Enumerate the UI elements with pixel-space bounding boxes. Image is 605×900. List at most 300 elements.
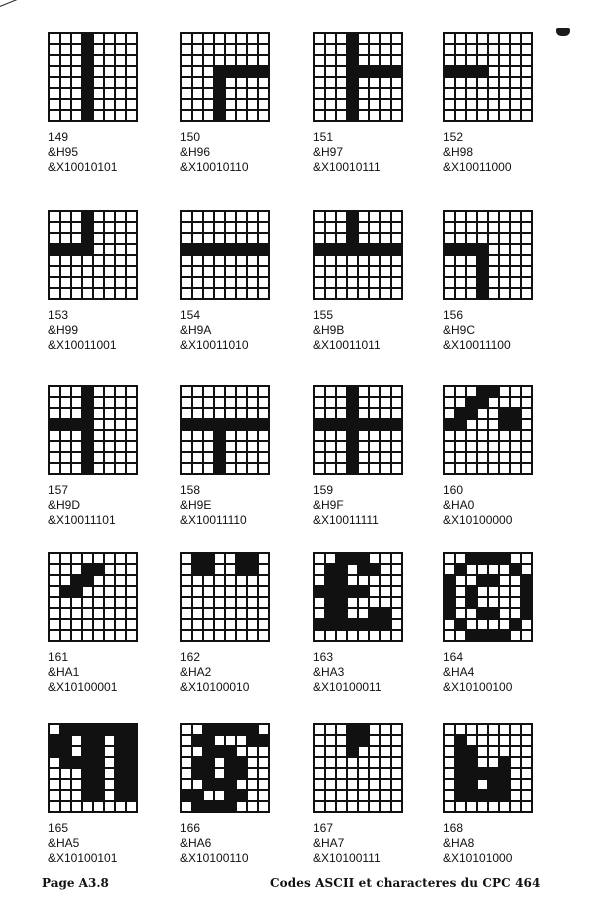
pixel: [489, 89, 498, 98]
glyph-hex-code: &HA2: [180, 665, 212, 679]
pixel: [127, 758, 136, 767]
pixel: [326, 56, 335, 65]
pixel: [259, 758, 268, 767]
pixel: [445, 587, 454, 596]
pixel: [315, 791, 324, 800]
pixel: [105, 212, 114, 221]
pixel: [315, 67, 324, 76]
pixel: [381, 554, 390, 563]
pixel: [127, 736, 136, 745]
pixel: [94, 398, 103, 407]
pixel: [359, 769, 368, 778]
pixel: [193, 576, 202, 585]
pixel: [83, 758, 92, 767]
pixel: [248, 431, 257, 440]
pixel: [315, 631, 324, 640]
pixel: [105, 289, 114, 298]
pixel: [248, 256, 257, 265]
pixel: [478, 769, 487, 778]
pixel: [215, 289, 224, 298]
pixel: [50, 802, 59, 811]
pixel: [237, 100, 246, 109]
pixel: [445, 89, 454, 98]
pixel: [337, 747, 346, 756]
glyph-binary-code: &X10011111: [313, 513, 379, 527]
pixel: [83, 56, 92, 65]
page-number: Page A3.8: [42, 876, 109, 890]
pixel: [359, 223, 368, 232]
pixel: [500, 67, 509, 76]
pixel: [337, 234, 346, 243]
pixel: [467, 256, 476, 265]
glyph-bitmap: [48, 210, 138, 300]
pixel: [116, 780, 125, 789]
glyph-binary-code: &X10100001: [48, 680, 118, 694]
pixel: [72, 223, 81, 232]
glyph-label: [48, 308, 117, 353]
glyph-binary-code: &X10100110: [180, 851, 249, 865]
glyph-label: [443, 483, 512, 528]
pixel: [326, 576, 335, 585]
pixel: [456, 565, 465, 574]
pixel: [315, 256, 324, 265]
pixel: [500, 598, 509, 607]
pixel: [83, 289, 92, 298]
pixel: [456, 398, 465, 407]
pixel: [348, 464, 357, 473]
pixel: [94, 100, 103, 109]
pixel: [61, 420, 70, 429]
pixel: [215, 212, 224, 221]
pixel: [94, 631, 103, 640]
pixel: [50, 34, 59, 43]
pixel: [127, 587, 136, 596]
pixel: [127, 234, 136, 243]
pixel: [489, 256, 498, 265]
pixel: [127, 245, 136, 254]
pixel: [370, 791, 379, 800]
pixel: [50, 631, 59, 640]
pixel: [182, 791, 191, 800]
glyph-cell-151: [313, 32, 448, 202]
pixel: [72, 736, 81, 745]
pixel: [522, 267, 531, 276]
pixel: [337, 245, 346, 254]
pixel: [348, 234, 357, 243]
pixel: [94, 620, 103, 629]
pixel: [467, 223, 476, 232]
pixel: [61, 56, 70, 65]
pixel: [204, 245, 213, 254]
pixel: [193, 442, 202, 451]
glyph-hex-code: &H9F: [313, 498, 344, 512]
pixel: [326, 289, 335, 298]
pixel: [315, 620, 324, 629]
pixel: [467, 725, 476, 734]
pixel: [445, 56, 454, 65]
pixel: [50, 620, 59, 629]
pixel: [94, 409, 103, 418]
pixel: [392, 420, 401, 429]
pixel: [116, 609, 125, 618]
pixel: [215, 464, 224, 473]
pixel: [193, 256, 202, 265]
pixel: [182, 442, 191, 451]
pixel: [50, 278, 59, 287]
pixel: [204, 223, 213, 232]
pixel: [193, 736, 202, 745]
pixel: [326, 431, 335, 440]
glyph-decimal-code: 150: [180, 130, 201, 144]
glyph-label: [48, 821, 117, 866]
pixel: [489, 758, 498, 767]
pixel: [127, 802, 136, 811]
pixel: [326, 78, 335, 87]
glyph-cell-152: [443, 32, 578, 202]
pixel: [511, 631, 520, 640]
pixel: [337, 267, 346, 276]
pixel: [259, 387, 268, 396]
pixel: [226, 420, 235, 429]
pixel: [193, 587, 202, 596]
pixel: [182, 289, 191, 298]
pixel: [370, 554, 379, 563]
pixel: [511, 442, 520, 451]
pixel: [237, 45, 246, 54]
glyph-decimal-code: 152: [443, 130, 464, 144]
glyph-bitmap: [313, 552, 403, 642]
pixel: [489, 609, 498, 618]
pixel: [370, 598, 379, 607]
pixel: [445, 289, 454, 298]
pixel: [500, 802, 509, 811]
pixel: [359, 289, 368, 298]
pixel: [248, 100, 257, 109]
pixel: [105, 758, 114, 767]
pixel: [204, 791, 213, 800]
pixel: [445, 223, 454, 232]
pixel: [392, 278, 401, 287]
pixel: [226, 256, 235, 265]
pixel: [467, 45, 476, 54]
pixel: [467, 802, 476, 811]
pixel: [237, 278, 246, 287]
pixel: [50, 565, 59, 574]
pixel: [215, 245, 224, 254]
pixel: [226, 278, 235, 287]
pixel: [467, 67, 476, 76]
pixel: [116, 576, 125, 585]
pixel: [83, 420, 92, 429]
pixel: [116, 736, 125, 745]
pixel: [511, 78, 520, 87]
page-footer-title: Codes ASCII et characteres du CPC 464: [270, 876, 541, 890]
pixel: [237, 67, 246, 76]
pixel: [105, 111, 114, 120]
pixel: [478, 409, 487, 418]
pixel: [359, 234, 368, 243]
pixel: [511, 56, 520, 65]
pixel: [500, 289, 509, 298]
pixel: [511, 45, 520, 54]
pixel: [337, 278, 346, 287]
pixel: [72, 56, 81, 65]
pixel: [500, 56, 509, 65]
pixel: [182, 620, 191, 629]
pixel: [61, 100, 70, 109]
pixel: [500, 398, 509, 407]
pixel: [337, 791, 346, 800]
glyph-hex-code: &HA1: [48, 665, 80, 679]
glyph-bitmap: [443, 552, 533, 642]
pixel: [83, 565, 92, 574]
pixel: [522, 453, 531, 462]
pixel: [478, 780, 487, 789]
pixel: [348, 223, 357, 232]
pixel: [215, 267, 224, 276]
pixel: [381, 289, 390, 298]
pixel: [193, 234, 202, 243]
pixel: [456, 78, 465, 87]
pixel: [359, 791, 368, 800]
pixel: [105, 620, 114, 629]
pixel: [215, 565, 224, 574]
pixel: [489, 431, 498, 440]
pixel: [193, 289, 202, 298]
pixel: [61, 747, 70, 756]
glyph-cell-167: [313, 723, 448, 893]
pixel: [116, 45, 125, 54]
pixel: [359, 620, 368, 629]
pixel: [127, 67, 136, 76]
glyph-label: [48, 483, 116, 528]
pixel: [337, 387, 346, 396]
pixel: [370, 223, 379, 232]
pixel: [61, 554, 70, 563]
pixel: [511, 267, 520, 276]
pixel: [478, 725, 487, 734]
pixel: [381, 758, 390, 767]
pixel: [116, 620, 125, 629]
pixel: [489, 387, 498, 396]
pixel: [116, 278, 125, 287]
glyph-hex-code: &H9C: [443, 323, 476, 337]
pixel: [116, 442, 125, 451]
pixel: [61, 464, 70, 473]
pixel: [500, 747, 509, 756]
pixel: [105, 78, 114, 87]
pixel: [348, 758, 357, 767]
pixel: [359, 111, 368, 120]
pixel: [248, 67, 257, 76]
pixel: [445, 34, 454, 43]
pixel: [72, 769, 81, 778]
pixel: [204, 34, 213, 43]
pixel: [72, 565, 81, 574]
pixel: [381, 725, 390, 734]
glyph-binary-code: &X10100010: [180, 680, 250, 694]
pixel: [248, 453, 257, 462]
pixel: [105, 609, 114, 618]
glyph-decimal-code: 160: [443, 483, 464, 497]
pixel: [348, 609, 357, 618]
pixel: [259, 398, 268, 407]
pixel: [83, 234, 92, 243]
pixel: [50, 409, 59, 418]
pixel: [511, 431, 520, 440]
pixel: [500, 100, 509, 109]
pixel: [193, 245, 202, 254]
pixel: [370, 212, 379, 221]
pixel: [50, 725, 59, 734]
pixel: [116, 769, 125, 778]
pixel: [116, 431, 125, 440]
pixel: [182, 409, 191, 418]
pixel: [326, 631, 335, 640]
pixel: [326, 223, 335, 232]
pixel: [193, 554, 202, 563]
pixel: [127, 256, 136, 265]
pixel: [359, 453, 368, 462]
pixel: [370, 256, 379, 265]
pixel: [456, 420, 465, 429]
pixel: [315, 609, 324, 618]
pixel: [359, 565, 368, 574]
pixel: [215, 554, 224, 563]
pixel: [489, 791, 498, 800]
pixel: [83, 587, 92, 596]
pixel: [83, 89, 92, 98]
pixel: [511, 769, 520, 778]
pixel: [105, 89, 114, 98]
pixel: [392, 223, 401, 232]
pixel: [204, 409, 213, 418]
glyph-hex-code: &H97: [313, 145, 344, 159]
pixel: [226, 758, 235, 767]
glyph-label: [443, 650, 512, 695]
pixel: [50, 431, 59, 440]
pixel: [348, 736, 357, 745]
pixel: [315, 442, 324, 451]
pixel: [381, 598, 390, 607]
pixel: [392, 791, 401, 800]
pixel: [370, 289, 379, 298]
pixel: [392, 431, 401, 440]
pixel: [94, 256, 103, 265]
pixel: [478, 576, 487, 585]
pixel: [392, 725, 401, 734]
pixel: [61, 223, 70, 232]
pixel: [500, 212, 509, 221]
pixel: [522, 631, 531, 640]
corner-pen-mark: [0, 0, 37, 11]
pixel: [489, 576, 498, 585]
pixel: [182, 576, 191, 585]
pixel: [50, 442, 59, 451]
pixel: [259, 45, 268, 54]
pixel: [445, 747, 454, 756]
pixel: [511, 780, 520, 789]
glyph-bitmap: [48, 32, 138, 122]
pixel: [348, 267, 357, 276]
pixel: [315, 565, 324, 574]
pixel: [445, 245, 454, 254]
pixel: [511, 587, 520, 596]
pixel: [511, 598, 520, 607]
pixel: [500, 45, 509, 54]
pixel: [315, 289, 324, 298]
pixel: [348, 453, 357, 462]
pixel: [445, 725, 454, 734]
pixel: [193, 758, 202, 767]
pixel: [116, 78, 125, 87]
pixel: [381, 78, 390, 87]
pixel: [489, 565, 498, 574]
glyph-bitmap: [313, 210, 403, 300]
pixel: [215, 89, 224, 98]
pixel: [337, 420, 346, 429]
pixel: [237, 431, 246, 440]
pixel: [83, 598, 92, 607]
pixel: [226, 747, 235, 756]
pixel: [94, 609, 103, 618]
pixel: [359, 747, 368, 756]
pixel: [370, 387, 379, 396]
pixel: [83, 256, 92, 265]
pixel: [489, 736, 498, 745]
pixel: [50, 387, 59, 396]
pixel: [467, 780, 476, 789]
pixel: [105, 409, 114, 418]
pixel: [511, 278, 520, 287]
pixel: [467, 420, 476, 429]
pixel: [392, 78, 401, 87]
pixel: [522, 598, 531, 607]
pixel: [50, 45, 59, 54]
pixel: [248, 780, 257, 789]
pixel: [337, 587, 346, 596]
glyph-binary-code: &X10100100: [443, 680, 513, 694]
pixel: [315, 758, 324, 767]
pixel: [237, 736, 246, 745]
pixel: [50, 67, 59, 76]
pixel: [83, 245, 92, 254]
pixel: [445, 442, 454, 451]
pixel: [348, 565, 357, 574]
pixel: [500, 620, 509, 629]
pixel: [94, 442, 103, 451]
pixel: [259, 256, 268, 265]
glyph-cell-158: [180, 385, 315, 555]
pixel: [445, 769, 454, 778]
pixel: [478, 598, 487, 607]
glyph-hex-code: &H9D: [48, 498, 81, 512]
pixel: [348, 791, 357, 800]
pixel: [193, 34, 202, 43]
pixel: [226, 802, 235, 811]
pixel: [348, 598, 357, 607]
pixel: [215, 576, 224, 585]
glyph-label: [313, 130, 381, 175]
pixel: [370, 245, 379, 254]
pixel: [50, 587, 59, 596]
pixel: [105, 45, 114, 54]
glyph-bitmap: [313, 32, 403, 122]
pixel: [315, 78, 324, 87]
pixel: [72, 398, 81, 407]
pixel: [193, 431, 202, 440]
pixel: [478, 78, 487, 87]
